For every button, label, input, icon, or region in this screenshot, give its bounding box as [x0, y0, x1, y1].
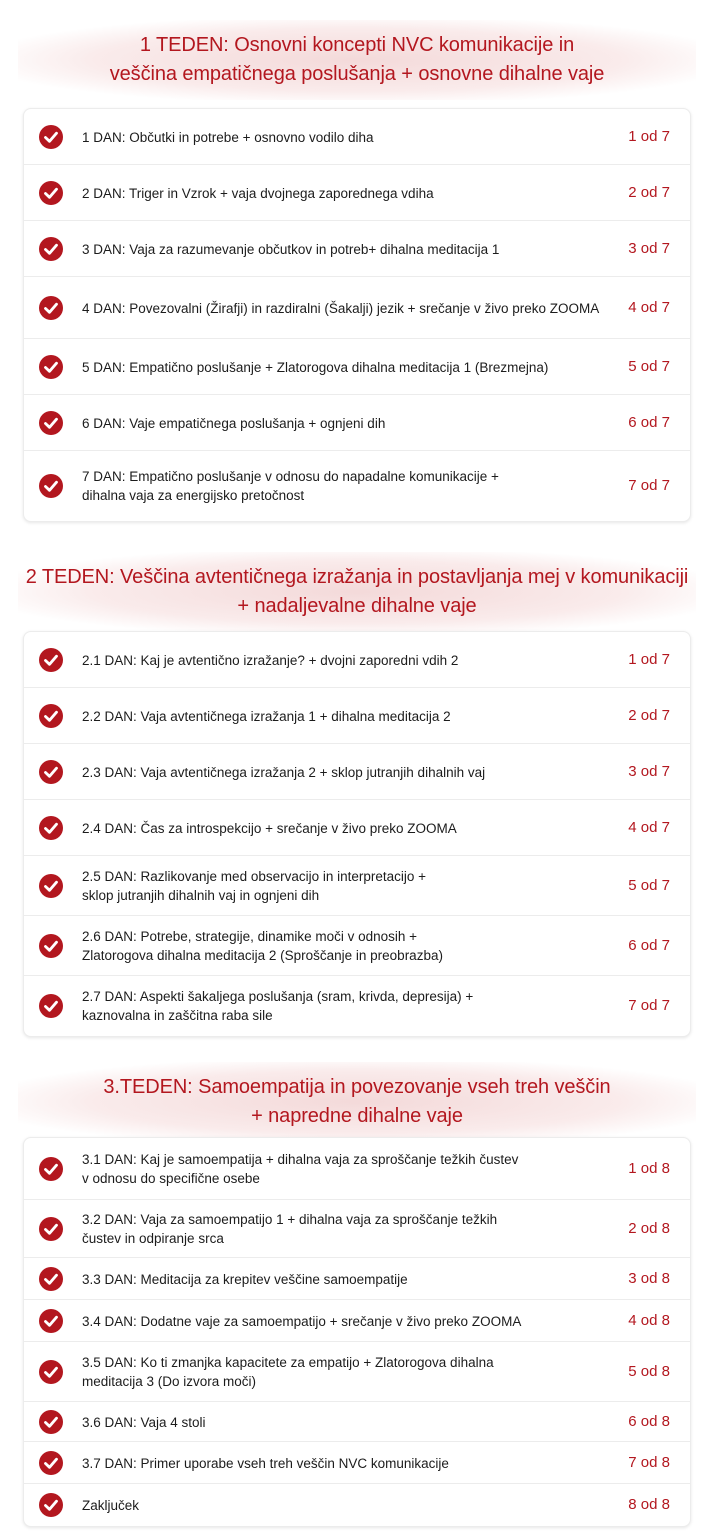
lesson-progress-count: 5 od 8	[628, 1363, 670, 1380]
lesson-item[interactable]	[24, 1402, 690, 1442]
lesson-progress-count: 6 od 7	[628, 414, 670, 431]
lesson-progress-count: 4 od 7	[628, 819, 670, 836]
lesson-list	[23, 631, 691, 1037]
lesson-list	[23, 108, 691, 522]
lesson-progress-count: 3 od 7	[628, 763, 670, 780]
lesson-title	[82, 1454, 602, 1473]
lesson-progress-count: 2 od 7	[628, 184, 670, 201]
lesson-title-line: 2.5 DAN: Razlikovanje med observacijo in interpretacijo +	[82, 869, 427, 884]
check-circle-icon	[39, 296, 63, 320]
week-title-line: 2 TEDEN: Veščina avtentičnega izražanja in postavljanja mej v komunikaciji	[25, 566, 689, 588]
lesson-title	[82, 651, 602, 670]
lesson-item[interactable]	[24, 1258, 690, 1300]
check-circle-icon	[39, 1451, 63, 1475]
lesson-title-line: 1 DAN: Občutki in potrebe + osnovno vodilo diha	[82, 129, 374, 145]
week-title-line: + napredne dihalne vaje	[251, 1105, 463, 1127]
check-circle-icon	[39, 704, 63, 728]
lesson-item[interactable]	[24, 221, 690, 277]
lesson-title-line: 3.6 DAN: Vaja 4 stoli	[82, 1414, 206, 1430]
lesson-item[interactable]	[24, 1138, 690, 1200]
lesson-progress-count: 8 od 8	[628, 1496, 670, 1513]
week-title-line: 1 TEDEN: Osnovni koncepti NVC komunikacije in	[139, 34, 575, 56]
week-title-banner	[18, 20, 696, 100]
check-circle-icon	[39, 934, 63, 958]
week-title-line: veščina empatičnega poslušanja + osnovne dihalne vaje	[109, 63, 605, 85]
week-title-banner	[18, 552, 696, 632]
check-circle-icon	[39, 648, 63, 672]
lesson-title	[82, 1496, 602, 1515]
lesson-title-line: 3.7 DAN: Primer uporabe vseh treh veščin NVC komunikacije	[82, 1455, 449, 1471]
lesson-title-line: čustev in odpiranje srca	[82, 1231, 224, 1246]
lesson-item[interactable]	[24, 916, 690, 976]
lesson-title	[82, 128, 602, 147]
lesson-item[interactable]	[24, 109, 690, 165]
check-circle-icon	[39, 760, 63, 784]
lesson-list	[23, 1137, 691, 1527]
lesson-title	[82, 1312, 602, 1331]
lesson-title-line: 7 DAN: Empatično poslušanje v odnosu do napadalne komunikacije +	[82, 469, 499, 484]
check-circle-icon	[39, 1309, 63, 1333]
lesson-title-line: 3.5 DAN: Ko ti zmanjka kapacitete za empatijo + Zlatorogova dihalna	[82, 1355, 494, 1370]
lesson-item[interactable]	[24, 744, 690, 800]
lesson-title-line: 3.4 DAN: Dodatne vaje za samoempatijo + srečanje v živo preko ZOOMA	[82, 1313, 522, 1329]
lesson-progress-count: 1 od 7	[628, 128, 670, 145]
lesson-progress-count: 2 od 7	[628, 707, 670, 724]
lesson-title-line: 6 DAN: Vaje empatičnega poslušanja + ognjeni dih	[82, 415, 386, 431]
lesson-progress-count: 7 od 8	[628, 1454, 670, 1471]
check-circle-icon	[39, 1493, 63, 1517]
lesson-progress-count: 4 od 8	[628, 1312, 670, 1329]
lesson-item[interactable]	[24, 1442, 690, 1484]
lesson-progress-count: 2 od 8	[628, 1220, 670, 1237]
lesson-item[interactable]	[24, 277, 690, 339]
lesson-title	[82, 927, 602, 965]
lesson-item[interactable]	[24, 1200, 690, 1258]
check-circle-icon	[39, 1360, 63, 1384]
lesson-progress-count: 7 od 7	[628, 997, 670, 1014]
lesson-title	[82, 763, 602, 782]
lesson-progress-count: 3 od 8	[628, 1270, 670, 1287]
lesson-item[interactable]	[24, 1342, 690, 1402]
lesson-title	[82, 867, 602, 905]
lesson-progress-count: 5 od 7	[628, 877, 670, 894]
check-circle-icon	[39, 994, 63, 1018]
lesson-item[interactable]	[24, 1484, 690, 1526]
lesson-title	[82, 1353, 602, 1391]
lesson-title-line: 3.1 DAN: Kaj je samoempatija + dihalna vaja za sproščanje težkih čustev	[82, 1152, 519, 1167]
lesson-title-line: 5 DAN: Empatično poslušanje + Zlatorogova dihalna meditacija 1 (Brezmejna)	[82, 359, 549, 375]
lesson-progress-count: 4 od 7	[628, 299, 670, 316]
lesson-title	[82, 1210, 602, 1248]
lesson-item[interactable]	[24, 451, 690, 521]
lesson-title	[82, 707, 602, 726]
lesson-progress-count: 3 od 7	[628, 240, 670, 257]
lesson-title-line: kaznovalna in zaščitna raba sile	[82, 1008, 273, 1023]
lesson-title-line: 2.1 DAN: Kaj je avtentično izražanje? + dvojni zaporedni vdih 2	[82, 652, 459, 668]
lesson-title-line: Zlatorogova dihalna meditacija 2 (Sproščanje in preobrazba)	[82, 948, 443, 963]
lesson-item[interactable]	[24, 800, 690, 856]
lesson-title-line: 2 DAN: Triger in Vzrok + vaja dvojnega zaporednega vdiha	[82, 185, 434, 201]
lesson-progress-count: 5 od 7	[628, 358, 670, 375]
check-circle-icon	[39, 1217, 63, 1241]
lesson-item[interactable]	[24, 976, 690, 1036]
check-circle-icon	[39, 1267, 63, 1291]
lesson-title-line: meditacija 3 (Do izvora moči)	[82, 1374, 257, 1389]
lesson-title	[82, 414, 602, 433]
lesson-title	[82, 987, 602, 1025]
check-circle-icon	[39, 1157, 63, 1181]
lesson-title-line: sklop jutranjih dihalnih vaj in ognjeni dih	[82, 888, 320, 903]
check-circle-icon	[39, 411, 63, 435]
lesson-title-line: 4 DAN: Povezovalni (Žirafji) in razdiralni (Šakalji) jezik + srečanje v živo preko ZOOMA	[82, 300, 600, 316]
check-circle-icon	[39, 816, 63, 840]
lesson-title	[82, 240, 602, 259]
lesson-item[interactable]	[24, 1300, 690, 1342]
lesson-title-line: 3.2 DAN: Vaja za samoempatijo 1 + dihalna vaja za sproščanje težkih	[82, 1212, 498, 1227]
week-title-line: 3.TEDEN: Samoempatija in povezovanje vseh treh veščin	[103, 1076, 611, 1098]
lesson-item[interactable]	[24, 395, 690, 451]
check-circle-icon	[39, 474, 63, 498]
check-circle-icon	[39, 1410, 63, 1434]
lesson-item[interactable]	[24, 632, 690, 688]
lesson-title	[82, 1270, 602, 1289]
lesson-progress-count: 6 od 7	[628, 937, 670, 954]
check-circle-icon	[39, 355, 63, 379]
lesson-title	[82, 1413, 602, 1432]
check-circle-icon	[39, 874, 63, 898]
lesson-title-line: 2.3 DAN: Vaja avtentičnega izražanja 2 + sklop jutranjih dihalnih vaj	[82, 764, 486, 780]
lesson-title-line: 3.3 DAN: Meditacija za krepitev veščine samoempatije	[82, 1271, 408, 1287]
lesson-title-line: 2.6 DAN: Potrebe, strategije, dinamike moči v odnosih +	[82, 929, 418, 944]
lesson-title	[82, 819, 602, 838]
lesson-progress-count: 6 od 8	[628, 1413, 670, 1430]
check-circle-icon	[39, 125, 63, 149]
lesson-title-line: Zaključek	[82, 1497, 140, 1513]
lesson-title	[82, 467, 602, 505]
lesson-title	[82, 184, 602, 203]
check-circle-icon	[39, 181, 63, 205]
lesson-item[interactable]	[24, 688, 690, 744]
lesson-title	[82, 1150, 602, 1188]
lesson-item[interactable]	[24, 339, 690, 395]
check-circle-icon	[39, 237, 63, 261]
lesson-title-line: 2.4 DAN: Čas za introspekcijo + srečanje v živo preko ZOOMA	[82, 820, 457, 836]
lesson-title	[82, 358, 602, 377]
lesson-item[interactable]	[24, 165, 690, 221]
lesson-progress-count: 1 od 8	[628, 1160, 670, 1177]
lesson-title-line: v odnosu do specifične osebe	[82, 1171, 260, 1186]
lesson-item[interactable]	[24, 856, 690, 916]
lesson-progress-count: 7 od 7	[628, 477, 670, 494]
lesson-title-line: 2.7 DAN: Aspekti šakaljega poslušanja (sram, krivda, depresija) +	[82, 989, 474, 1004]
lesson-title	[82, 299, 602, 318]
lesson-title-line: 3 DAN: Vaja za razumevanje občutkov in potreb+ dihalna meditacija 1	[82, 241, 500, 257]
week-title-line: + nadaljevalne dihalne vaje	[237, 595, 477, 617]
lesson-title-line: dihalna vaja za energijsko pretočnost	[82, 488, 305, 503]
week-title-banner	[18, 1062, 696, 1142]
lesson-title-line: 2.2 DAN: Vaja avtentičnega izražanja 1 + dihalna meditacija 2	[82, 708, 451, 724]
lesson-progress-count: 1 od 7	[628, 651, 670, 668]
